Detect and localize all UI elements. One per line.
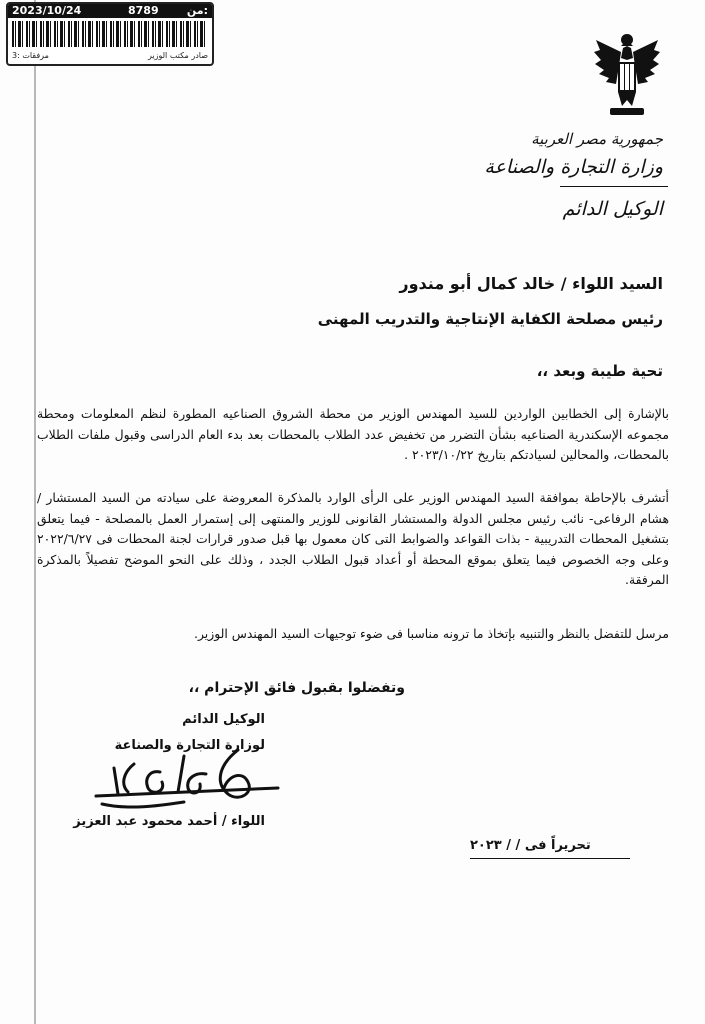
stamp-footer [12,51,208,63]
scan-edge-line [34,0,36,1024]
body-paragraph-3: مرسل للتفضل بالنظر والتنبيه بإتخاذ ما ترونه مناسبا فى ضوء توجيهات السيد المهندس الوزير. [194,626,669,641]
ministry-name: وزارة التجارة والصناعة [484,156,663,178]
stamp-date: 2023/10/24 [12,4,82,17]
signature-title: الوكيل الدائم [182,712,265,727]
body-paragraph-1: بالإشارة إلى الخطابين الواردين للسيد المهندس الوزير من محطة الشروق الصناعيه المطورة لنظم المعلومات ومحطة مجموعه الإسكندرية الصناعيه بشأن التضرر من تخفيض عدد الطلاب بالمحطات بعد بدء العام الدراسى وقبول ملفات الطلاب بالمحطات، والمحالين لسيادتكم بتاريخ ٢٠٢٣/١٠/٢٢ . [37,406,669,463]
date-underline [470,858,630,859]
eagle-emblem-icon [592,30,662,122]
written-date: تحريراً فى / / ٢٠٢٣ [470,838,591,853]
handwritten-signature [88,744,288,816]
body-paragraph-2: أتشرف بالإحاطة بموافقة السيد المهندس الوزير على الرأى الوارد بالمذكرة المعروضة على سيادته من السيد المستشار / هشام الرفاعى- نائب رئيس مجلس الدولة والمستشار القانونى للوزير والمنتهى إلى إستمرار العمل بالمصلحة - فيما يتعلق بتشغيل المحطات التدريبية - بذات القواعد والضوابط التى كان معمول بها قبل صدور قرارات لجنة المحطات فى ٢٠٢٢/٦/٢٧ وعلى وجه الخصوص فيما يتعلق بموقع المحطة أو أعداد قبول الطلاب الجدد ، وذلك على النحو الموضح تفصيلاً بالمذكرة المرفقة. [37,490,669,588]
republic-name: جمهورية مصر العربية [531,130,663,148]
closing-line: وتفضلوا بقبول فائق الإحترام ،، [188,680,405,696]
incoming-stamp [6,2,214,66]
greeting: تحية طيبة وبعد ،، [536,362,663,380]
stamp-number-label: من: [186,4,208,17]
addressee: السيد اللواء / خالد كمال أبو مندور [399,274,663,293]
addressee-title: رئيس مصلحة الكفاية الإنتاجية والتدريب المهنى [317,310,663,328]
stamp-header [8,4,212,18]
stamp-attachments: مرفقات :3 [12,51,49,60]
stamp-number: 8789 [128,4,159,17]
barcode [12,21,208,47]
stamp-office: صادر مكتب الوزير [147,51,208,60]
signature-ministry: لوزارة التجارة والصناعة [114,738,265,753]
deputy-title: الوكيل الدائم [562,198,663,220]
signatory-name: اللواء / أحمد محمود عبد العزيز [73,814,265,829]
header-divider [560,186,668,187]
